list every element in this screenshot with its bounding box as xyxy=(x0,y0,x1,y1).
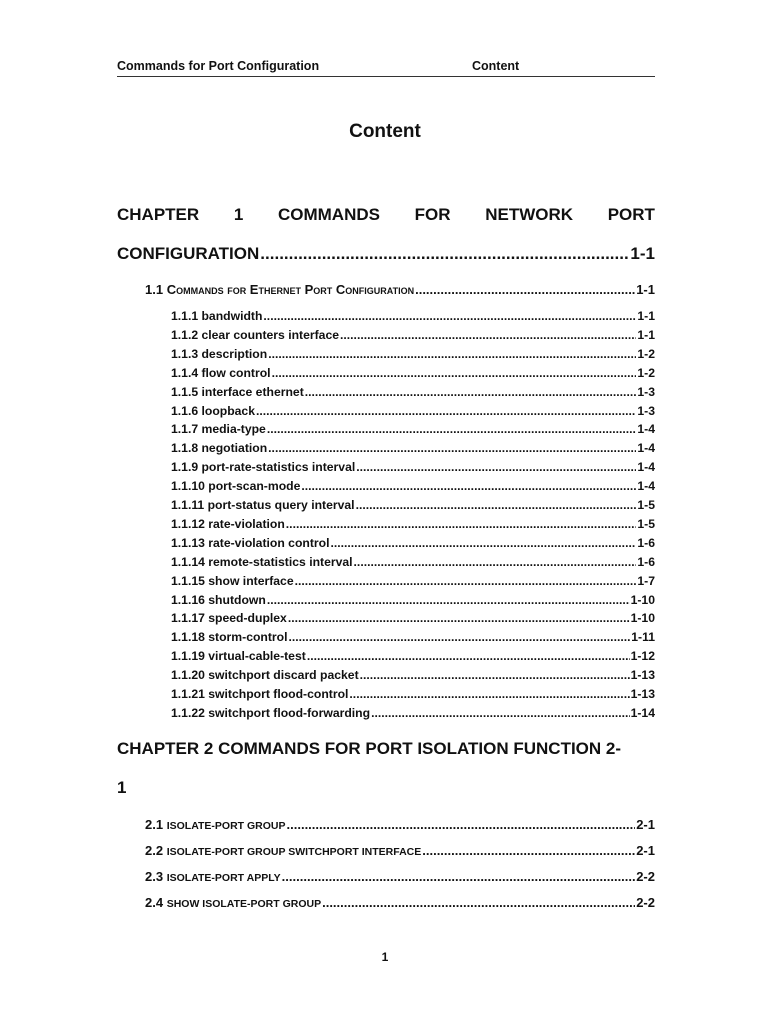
toc-page-number: 1-4 xyxy=(637,441,655,456)
toc-section-title: ISOLATE-PORT GROUP xyxy=(166,820,286,832)
toc-label: 1.1.14 remote-statistics interval xyxy=(171,554,353,569)
chapter-1-title-line1[interactable] xyxy=(117,205,655,225)
chapter-2-title-line1[interactable]: CHAPTER 2 COMMANDS FOR PORT ISOLATION FUNCTION 2- xyxy=(117,739,622,758)
toc-leader-dots xyxy=(288,611,630,625)
toc-label: 1.1.6 loopback xyxy=(171,403,255,418)
header-left-text: Commands for Port Configuration xyxy=(117,59,320,73)
page-title: Content xyxy=(349,121,421,142)
toc-page-number: 1-5 xyxy=(637,516,655,531)
toc-leader-dots xyxy=(307,649,630,663)
toc-label: 1.1.11 port-status query interval xyxy=(171,498,355,512)
chapter-1-word: CHAPTER xyxy=(117,205,200,224)
toc-leader-dots xyxy=(422,843,635,858)
toc-entry-subsection[interactable] xyxy=(171,441,655,455)
toc-label: 1.1.12 rate-violation xyxy=(171,516,285,531)
toc-entry-subsection[interactable] xyxy=(171,574,655,588)
toc-leader-dots xyxy=(268,441,636,455)
toc-label: 1.1.18 storm-control xyxy=(171,630,288,645)
toc-section-title: ISOLATE-PORT APPLY xyxy=(166,872,281,884)
toc-entry-subsection[interactable] xyxy=(171,593,655,607)
toc-leader-dots xyxy=(282,869,636,884)
toc-page-number: 1-3 xyxy=(637,384,655,399)
toc-section-number: 1.1 xyxy=(145,282,164,297)
toc-leader-dots xyxy=(267,422,637,436)
toc-leader-dots xyxy=(354,555,637,569)
toc-label: 1.1.19 virtual-cable-test xyxy=(171,649,306,664)
toc-page-number: 1-2 xyxy=(637,346,655,361)
toc-label: 1.1.1 bandwidth xyxy=(171,309,263,323)
toc-label: 1.1.9 port-rate-statistics interval xyxy=(171,460,356,475)
toc-label xyxy=(145,869,281,884)
toc-leader-dots xyxy=(256,404,636,418)
toc-leader-dots xyxy=(371,706,630,720)
header-center-text: Content xyxy=(472,59,520,73)
toc-leader-dots xyxy=(322,895,635,910)
toc-label: 1.1.10 port-scan-mode xyxy=(171,479,301,494)
toc-page-number: 1-10 xyxy=(630,592,655,607)
toc-label xyxy=(145,817,286,832)
toc-page-number: 1-11 xyxy=(631,630,655,645)
toc-label xyxy=(145,895,321,910)
toc-label: 1.1.5 interface ethernet xyxy=(171,384,304,399)
toc-section-number: 2.2 xyxy=(145,843,164,858)
toc-page-number: 1-12 xyxy=(630,649,655,664)
toc-section-title: ISOLATE-PORT GROUP SWITCHPORT INTERFACE xyxy=(166,846,422,858)
toc-entry-subsection[interactable] xyxy=(171,404,655,418)
toc-leader-dots xyxy=(289,630,631,644)
toc-entry-subsection[interactable] xyxy=(171,536,655,550)
toc-page-number: 1-1 xyxy=(630,244,655,263)
toc-leader-dots xyxy=(267,593,630,607)
toc-page-number: 1-4 xyxy=(637,422,655,437)
toc-label: 1.1.7 media-type xyxy=(171,422,266,437)
toc-page-number: 2-2 xyxy=(636,895,655,910)
toc-page-number: 1-4 xyxy=(637,479,655,494)
toc-label: CONFIGURATION xyxy=(117,244,260,263)
toc-entry-subsection[interactable] xyxy=(171,498,655,512)
toc-page-number: 1-3 xyxy=(637,403,655,418)
toc-page-number: 1-1 xyxy=(636,282,655,297)
toc-page-number: 1-5 xyxy=(637,498,655,512)
toc-leader-dots xyxy=(260,244,629,264)
toc-entry-subsection[interactable] xyxy=(171,668,655,682)
toc-entry-section-2[interactable] xyxy=(145,895,655,910)
toc-entry-subsection[interactable] xyxy=(171,630,655,644)
page-number-footer: 1 xyxy=(381,950,389,964)
toc-section-title: SHOW ISOLATE-PORT GROUP xyxy=(166,898,322,910)
toc-entry-section-2[interactable] xyxy=(145,817,655,832)
toc-leader-dots xyxy=(349,687,629,701)
toc-entry-subsection[interactable] xyxy=(171,687,655,701)
toc-leader-dots xyxy=(301,479,636,493)
toc-entry-subsection[interactable] xyxy=(171,706,655,720)
toc-leader-dots xyxy=(305,385,637,399)
toc-leader-dots xyxy=(356,498,637,512)
toc-page-number: 1-2 xyxy=(637,365,655,380)
toc-page-number: 2-2 xyxy=(636,869,655,884)
toc-entry-subsection[interactable] xyxy=(171,517,655,531)
toc-section-number: 2.4 xyxy=(145,895,164,910)
toc-label: 1.1.13 rate-violation control xyxy=(171,535,330,550)
toc-entry-subsection[interactable] xyxy=(171,555,655,569)
toc-entry-subsection[interactable] xyxy=(171,649,655,663)
toc-label: 1.1.17 speed-duplex xyxy=(171,611,287,626)
toc-leader-dots xyxy=(356,460,636,474)
toc-entry-section-1-1[interactable] xyxy=(145,282,655,297)
toc-entry-subsection[interactable] xyxy=(171,309,655,323)
toc-leader-dots xyxy=(415,282,635,297)
toc-entry-subsection[interactable] xyxy=(171,385,655,399)
toc-label: 1.1.22 switchport flood-forwarding xyxy=(171,705,371,720)
chapter-1-word: COMMANDS xyxy=(277,205,380,224)
toc-label: 1.1.15 show interface xyxy=(171,573,294,588)
toc-label: 1.1.21 switchport flood-control xyxy=(171,687,349,701)
toc-leader-dots xyxy=(330,536,636,550)
chapter-2-title-line2: 1 xyxy=(117,778,127,797)
toc-page-number: 2-1 xyxy=(636,843,655,858)
toc-leader-dots xyxy=(272,366,637,380)
toc-entry-chapter-1[interactable] xyxy=(117,244,655,264)
toc-leader-dots xyxy=(295,574,637,588)
chapter-1-word: PORT xyxy=(607,205,655,224)
toc-page-number: 1-7 xyxy=(637,573,655,588)
toc-page-number: 1-13 xyxy=(630,687,655,701)
toc-leader-dots xyxy=(263,309,636,323)
toc-section-number: 2.3 xyxy=(145,869,164,884)
toc-label xyxy=(145,843,421,858)
toc-leader-dots xyxy=(268,347,636,361)
toc-page-number: 1-6 xyxy=(637,535,655,550)
toc-section-number: 2.1 xyxy=(145,817,164,832)
toc-entry-section-2[interactable] xyxy=(145,843,655,858)
chapter-1-word: NETWORK xyxy=(485,205,574,224)
toc-entry-subsection[interactable] xyxy=(171,328,655,342)
toc-page-number: 1-1 xyxy=(637,327,655,342)
toc-leader-dots xyxy=(340,328,636,342)
toc-label: 1.1.8 negotiation xyxy=(171,441,268,456)
toc-entry-subsection[interactable] xyxy=(171,479,655,493)
page-header xyxy=(117,59,655,77)
toc-page-number: 2-1 xyxy=(636,817,655,832)
toc-section-title: Commands for Ethernet Port Configuration xyxy=(166,282,415,297)
chapter-1-word: FOR xyxy=(414,205,451,224)
toc-page-number: 1-1 xyxy=(637,309,655,323)
toc-entry-subsection[interactable] xyxy=(171,460,655,474)
toc-leader-dots xyxy=(360,668,630,682)
toc-label: 1.1.20 switchport discard packet xyxy=(171,668,359,683)
toc-page-number: 1-6 xyxy=(637,554,655,569)
toc-label: 1.1.16 shutdown xyxy=(171,592,266,607)
toc-leader-dots xyxy=(286,517,637,531)
toc-leader-dots xyxy=(287,817,636,832)
toc-entry-subsection[interactable] xyxy=(171,366,655,380)
toc-entry-subsection[interactable] xyxy=(171,347,655,361)
toc-page-number: 1-4 xyxy=(637,460,655,475)
toc-label: 1.1.2 clear counters interface xyxy=(171,327,340,342)
toc-entry-section-2[interactable] xyxy=(145,869,655,884)
toc-page-number: 1-10 xyxy=(630,611,655,626)
toc-page-number: 1-14 xyxy=(630,705,655,720)
toc-label: 1.1.3 description xyxy=(171,346,268,361)
toc-entry-subsection[interactable] xyxy=(171,611,655,625)
chapter-1-word: 1 xyxy=(233,205,244,224)
toc-label xyxy=(145,282,414,297)
toc-page-number: 1-13 xyxy=(630,668,655,683)
toc-label: 1.1.4 flow control xyxy=(171,365,271,380)
toc-entry-subsection[interactable] xyxy=(171,422,655,436)
